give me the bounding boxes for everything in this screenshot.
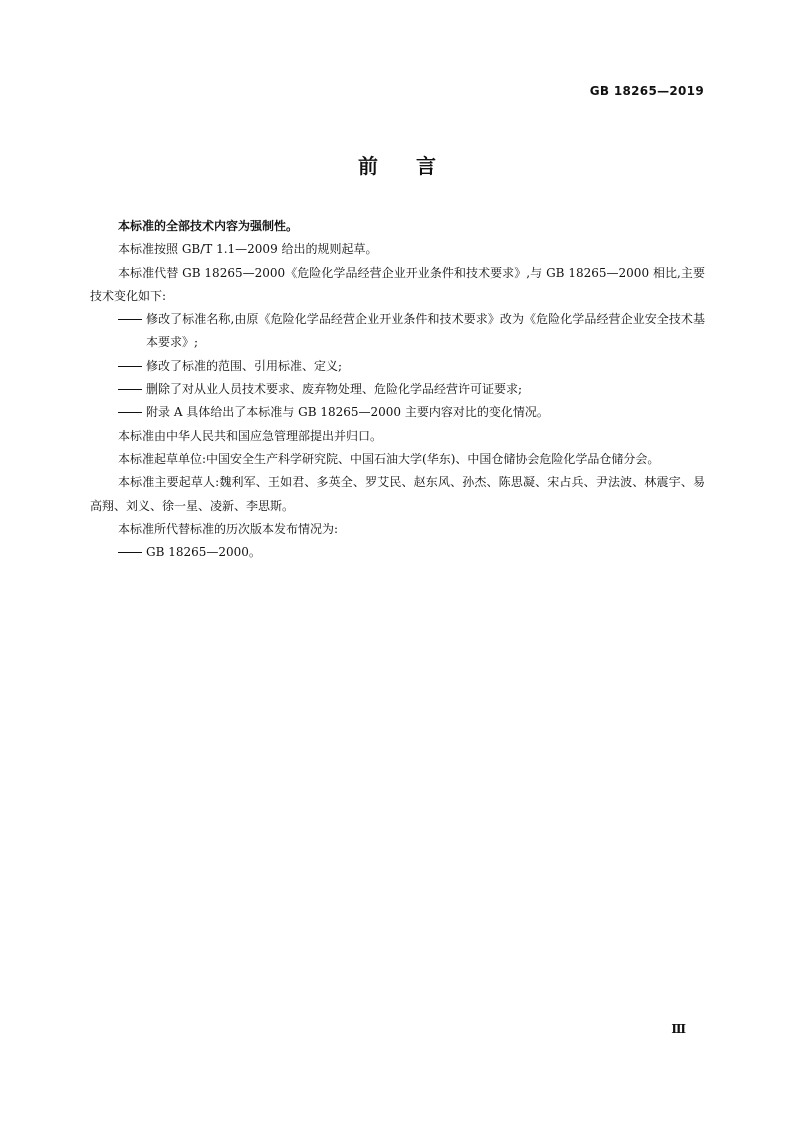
change-item: [90, 355, 705, 378]
history-intro-paragraph: 本标准所代替标准的历次版本发布情况为:: [118, 521, 339, 536]
mandatory-statement: 本标准的全部技术内容为强制性。: [118, 219, 299, 233]
replaces-paragraph: 本标准代替 GB 18265—2000《危险化学品经营企业开业条件和技术要求》,与 GB 18265—2000 相比,主要技术变化如下:: [90, 265, 705, 303]
drafting-units-paragraph: 本标准起草单位:中国安全生产科学研究院、中国石油大学(华东)、中国仓储协会危险化学品仓储分会。: [118, 451, 660, 466]
change-item-text: 修改了标准名称,由原《危险化学品经营企业开业条件和技术要求》改为《危险化学品经营企业安全技术基本要求》;: [146, 312, 705, 350]
drafting-rules-paragraph: 本标准按照 GB/T 1.1—2009 给出的规则起草。: [118, 242, 378, 257]
history-item-text: GB 18265—2000。: [146, 545, 261, 560]
change-item-text: 删除了对从业人员技术要求、废弃物处理、危险化学品经营许可证要求;: [146, 382, 523, 397]
change-item: [90, 378, 705, 401]
foreword-body: [90, 215, 705, 564]
drafters-paragraph: 本标准主要起草人:魏利军、王如君、多英全、罗艾民、赵东风、孙杰、陈思凝、宋占兵、尹法波、林震宇、易高翔、刘义、徐一星、凌新、李思斯。: [90, 475, 705, 513]
change-item-text: 附录 A 具体给出了本标准与 GB 18265—2000 主要内容对比的变化情况。: [146, 405, 549, 420]
change-item: [90, 401, 705, 424]
standard-code: GB 18265—2019: [589, 84, 704, 98]
page-number: Ⅲ: [671, 1022, 686, 1036]
page-title: 前言: [358, 154, 474, 178]
change-item-text: 修改了标准的范围、引用标准、定义;: [146, 358, 343, 373]
change-item: [90, 308, 705, 355]
proposer-paragraph: 本标准由中华人民共和国应急管理部提出并归口。: [118, 428, 383, 443]
history-item: [90, 541, 705, 564]
